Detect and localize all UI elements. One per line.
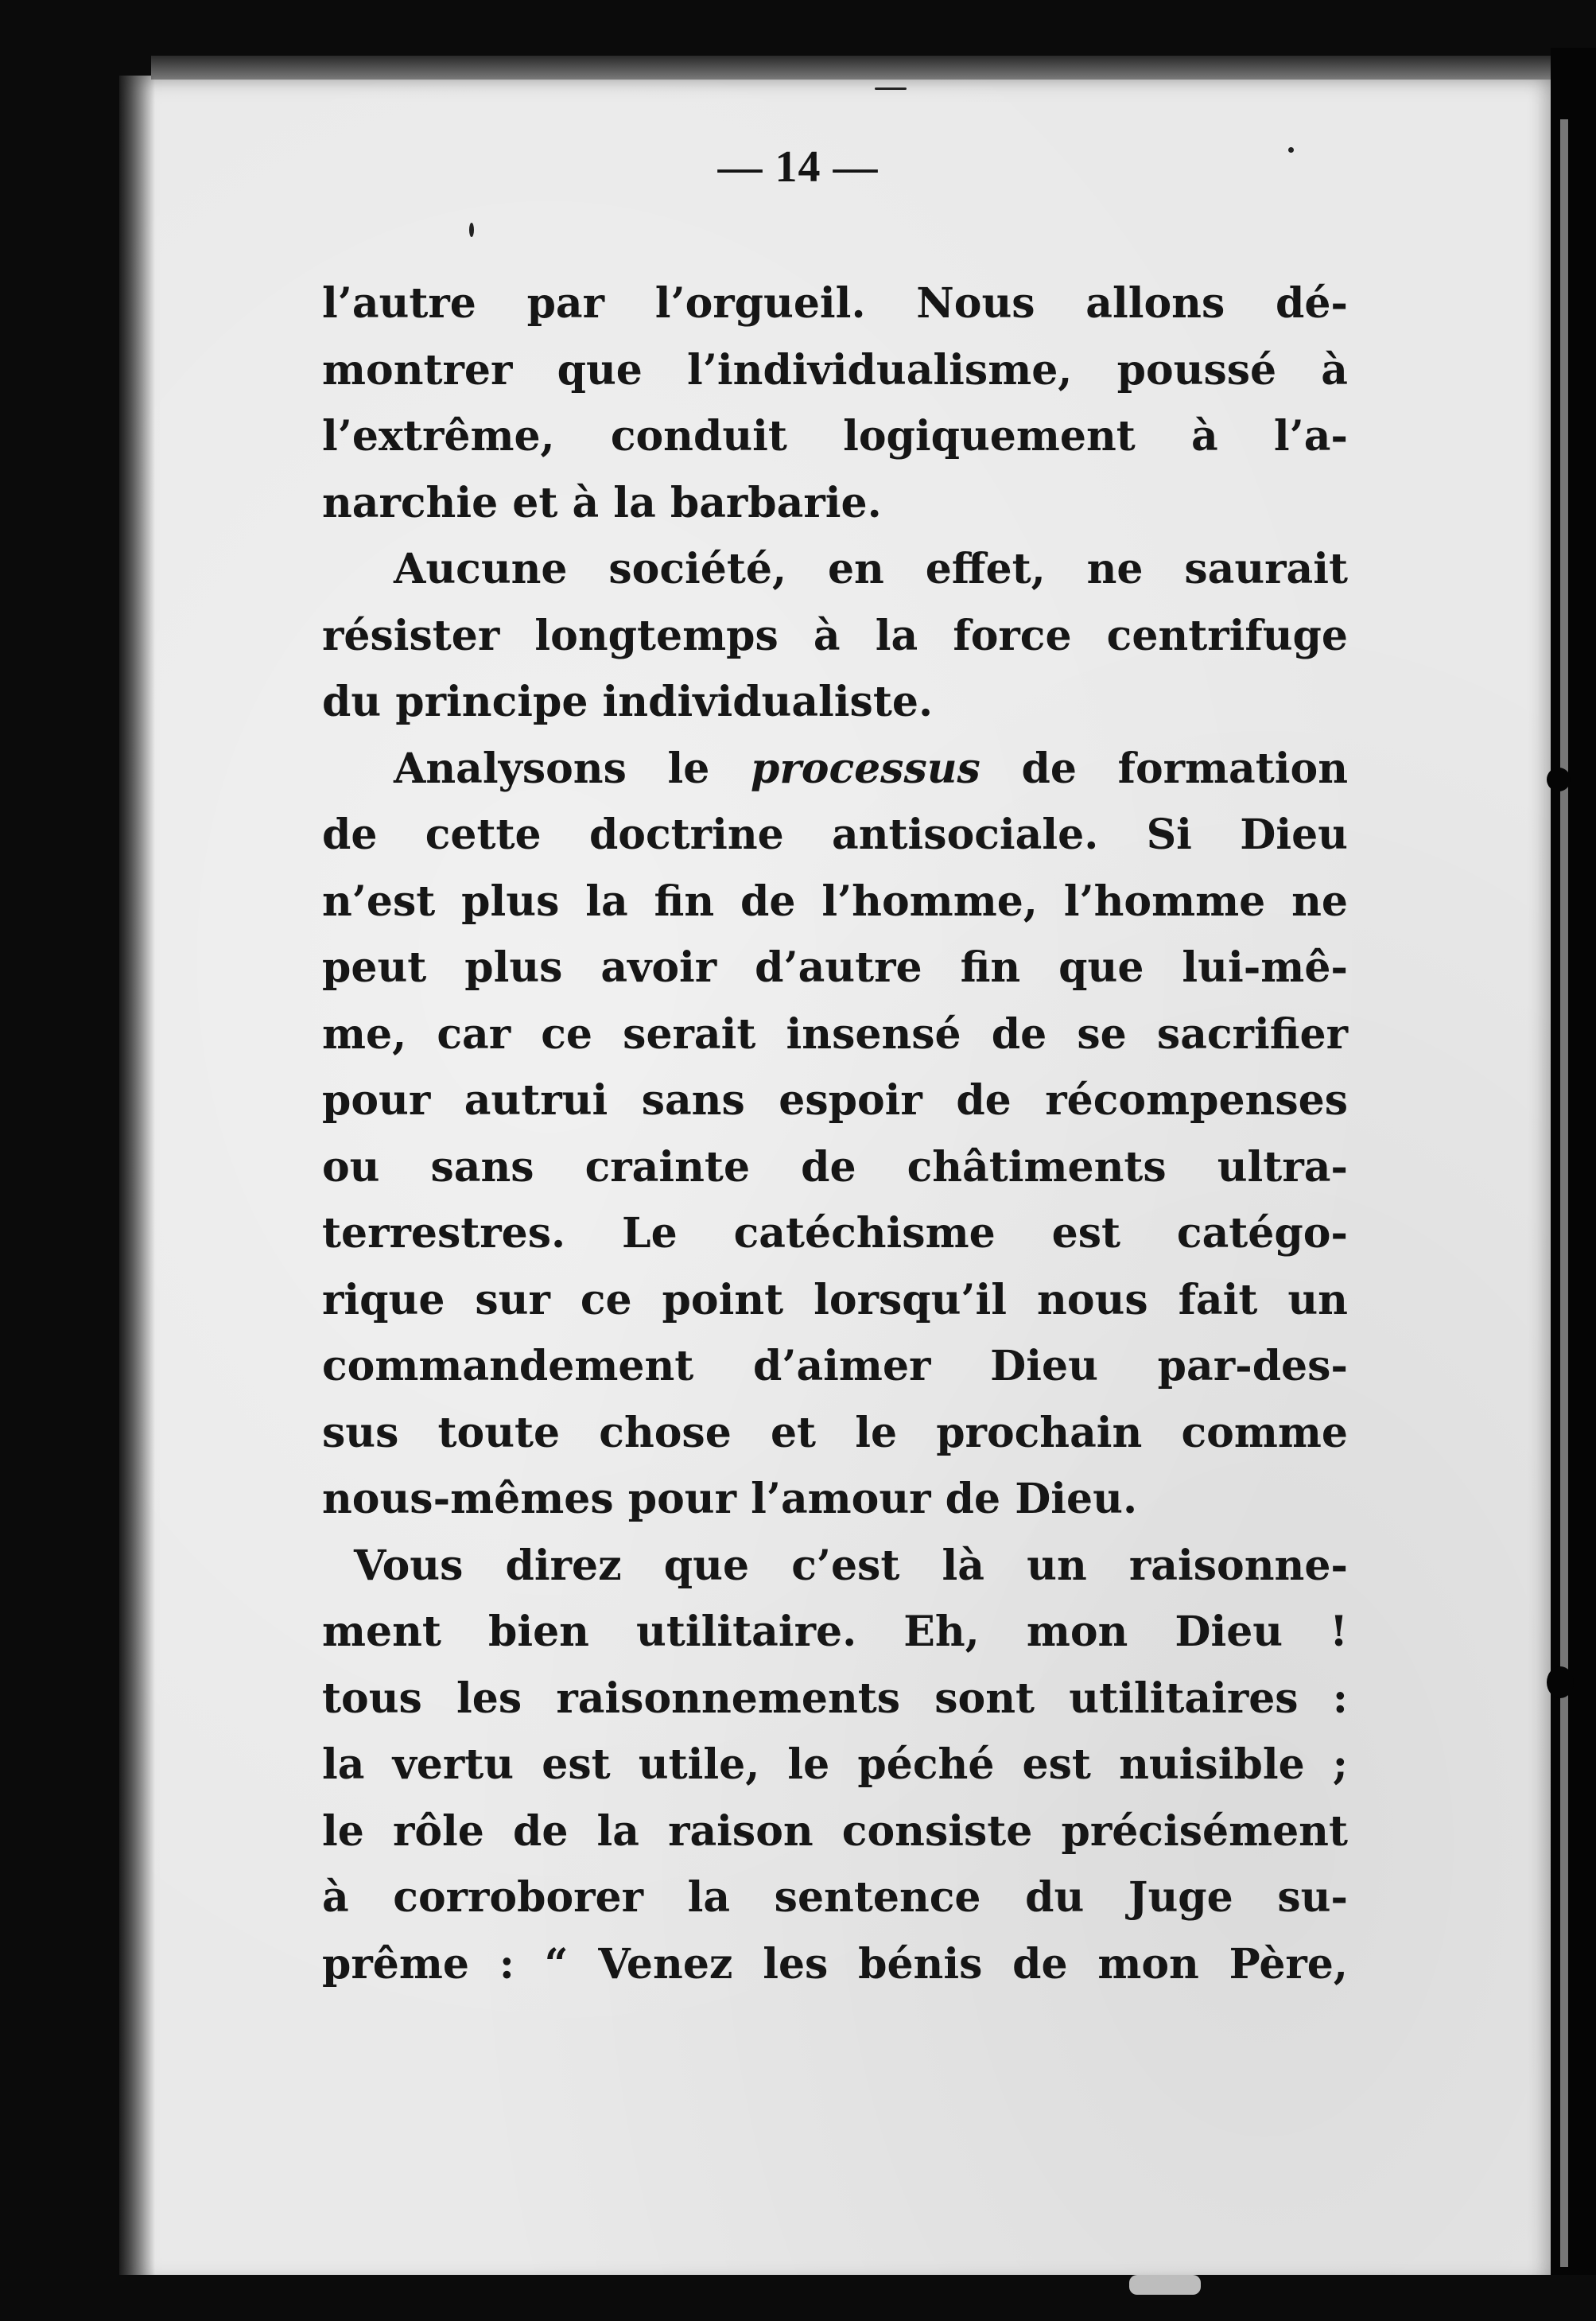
scan-speck — [469, 223, 474, 237]
scan-speck — [1547, 1666, 1574, 1698]
text-line: ment bien utilitaire. Eh, mon Dieu ! — [322, 1608, 1348, 1656]
paragraph-first-line: Vous direz que c’est là un raisonne- — [354, 1541, 1348, 1590]
right-dark-border — [1551, 48, 1596, 2321]
paragraph-first-line — [322, 736, 1348, 803]
text-segment: de formation — [980, 744, 1348, 793]
bottom-dark-border — [0, 2275, 1596, 2321]
scan-speck — [1547, 768, 1571, 791]
text-line: commandement d’aimer Dieu par-des- — [322, 1342, 1348, 1390]
text-line: l’extrême, conduit logiquement à l’a- — [322, 412, 1348, 461]
page-number: — 14 — — [717, 142, 879, 192]
text-line: n’est plus la fin de l’homme, l’homme ne — [322, 877, 1348, 926]
scan-speck — [875, 87, 907, 90]
text-line: tous les raisonnements sont utilitaires : — [322, 1674, 1348, 1723]
text-line: de cette doctrine antisociale. Si Dieu — [322, 811, 1348, 859]
body-text — [322, 270, 1348, 1997]
text-line: du principe individualiste. — [322, 678, 934, 726]
right-edge-rule — [1560, 119, 1568, 2267]
text-line: l’autre par l’orgueil. Nous allons dé- — [322, 279, 1348, 328]
italic-term: processus — [751, 744, 981, 793]
text-line: montrer que l’individualisme, poussé à — [322, 345, 1348, 395]
binding-shadow — [119, 76, 155, 2287]
text-line: ou sans crainte de châtiments ultra- — [322, 1142, 1348, 1192]
text-line: le rôle de la raison consiste précisément — [322, 1806, 1348, 1856]
scan-speck — [1288, 147, 1294, 153]
text-line: à corroborer la sentence du Juge su- — [322, 1873, 1348, 1922]
text-line: prême : “ Venez les bénis de mon Père, — [322, 1939, 1348, 1989]
page-top-edge — [151, 56, 1567, 80]
text-line: pour autrui sans espoir de récompenses — [322, 1076, 1348, 1125]
text-line: me, car ce serait insensé de se sacrifier — [322, 1009, 1348, 1059]
text-line: rique sur ce point lorsqu’il nous fait un — [322, 1275, 1348, 1324]
paragraph-first-line: Aucune société, en effet, ne saurait — [394, 545, 1348, 593]
text-line: terrestres. Le catéchisme est catégo- — [322, 1209, 1348, 1258]
text-line: peut plus avoir d’autre fin que lui-mê- — [322, 943, 1348, 992]
text-line: la vertu est utile, le péché est nuisible ; — [322, 1740, 1348, 1789]
scan-speck — [1129, 2275, 1201, 2295]
text-segment: Analysons le — [394, 744, 751, 793]
text-line: sus toute chose et le prochain comme — [322, 1408, 1348, 1457]
text-line: résister longtemps à la force centrifuge — [322, 611, 1348, 660]
text-line: narchie et à la barbarie. — [322, 478, 882, 527]
text-line: nous-mêmes pour l’amour de Dieu. — [322, 1475, 1138, 1523]
